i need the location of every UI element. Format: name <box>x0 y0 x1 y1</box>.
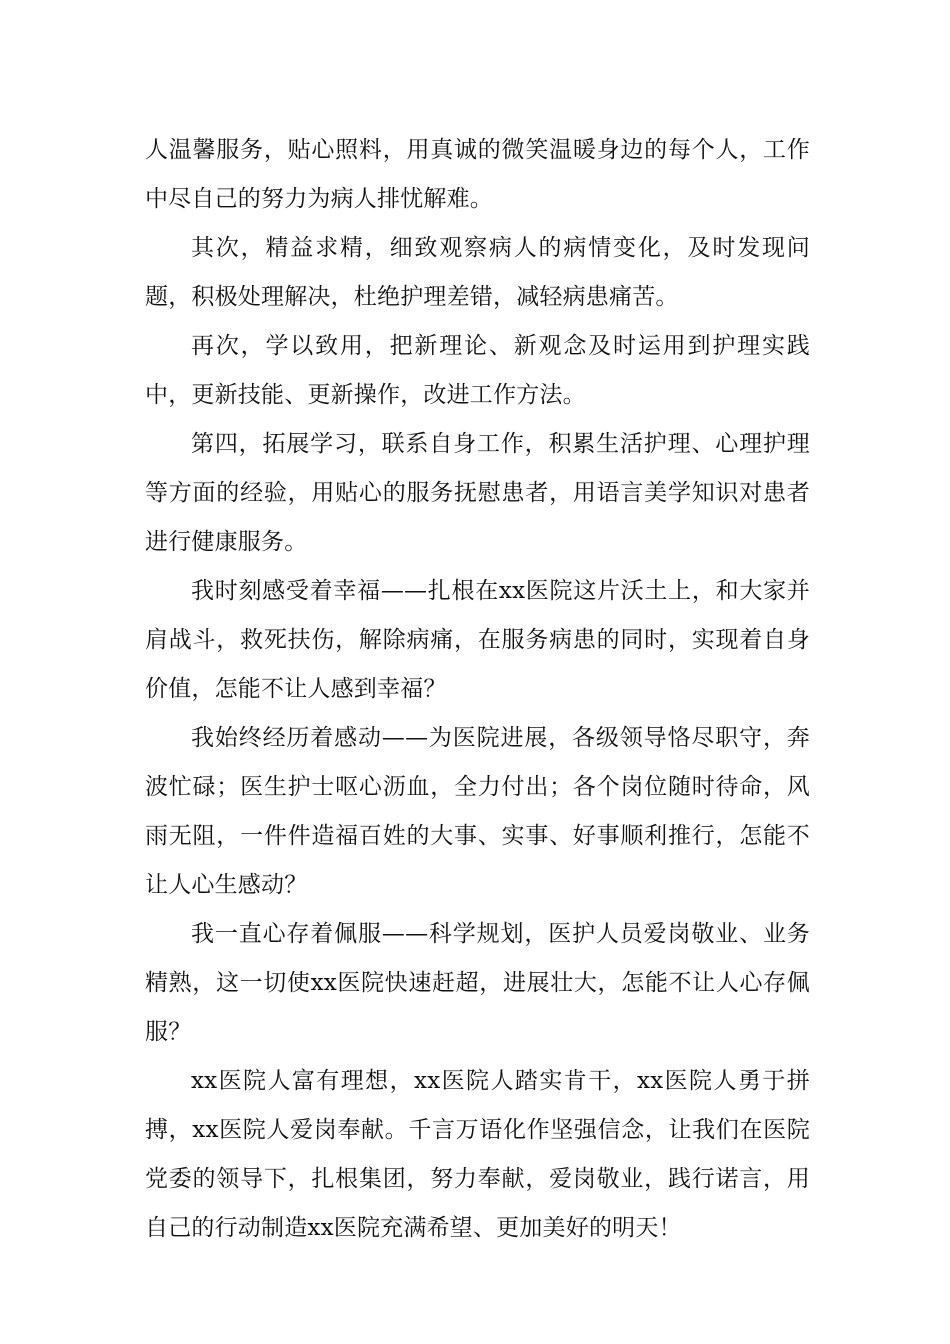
paragraph-3: 再次，学以致用，把新理论、新观念及时运用到护理实践中，更新技能、更新操作，改进工作方法。 <box>145 333 810 408</box>
paragraph-4: 第四，拓展学习，联系自身工作，积累生活护理、心理护理等方面的经验，用贴心的服务抚慰患者，用语言美学知识对患者进行健康服务。 <box>145 431 810 555</box>
paragraph-5: 我时刻感受着幸福——扎根在xx医院这片沃土上，和大家并肩战斗，救死扶伤，解除病痛，在服务病患的同时，实现着自身价值，怎能不让人感到幸福？ <box>145 578 810 702</box>
paragraph-2: 其次，精益求精，细致观察病人的病情变化，及时发现问题，积极处理解决，杜绝护理差错，减轻病患痛苦。 <box>145 235 810 310</box>
paragraph-1: 人温馨服务，贴心照料，用真诚的微笑温暖身边的每个人，工作中尽自己的努力为病人排忧解难。 <box>145 137 810 212</box>
paragraph-7: 我一直心存着佩服——科学规划，医护人员爱岗敬业、业务精熟，这一切使xx医院快速赶超，进展壮大，怎能不让人心存佩服？ <box>145 921 810 1045</box>
paragraph-6: 我始终经历着感动——为医院进展，各级领导恪尽职守，奔波忙碌；医生护士呕心沥血，全力付出；各个岗位随时待命，风雨无阻，一件件造福百姓的大事、实事、好事顺利推行，怎能不让人心生感动？ <box>145 725 810 898</box>
paragraph-8: xx医院人富有理想，xx医院人踏实肯干，xx医院人勇于拼搏，xx医院人爱岗奉献。千言万语化作坚强信念，让我们在医院党委的领导下，扎根集团，努力奉献，爱岗敬业，践行诺言，用自己的行动制造xx医院充满希望、更加美好的明天！ <box>145 1068 810 1241</box>
document-body <box>145 126 810 1253</box>
